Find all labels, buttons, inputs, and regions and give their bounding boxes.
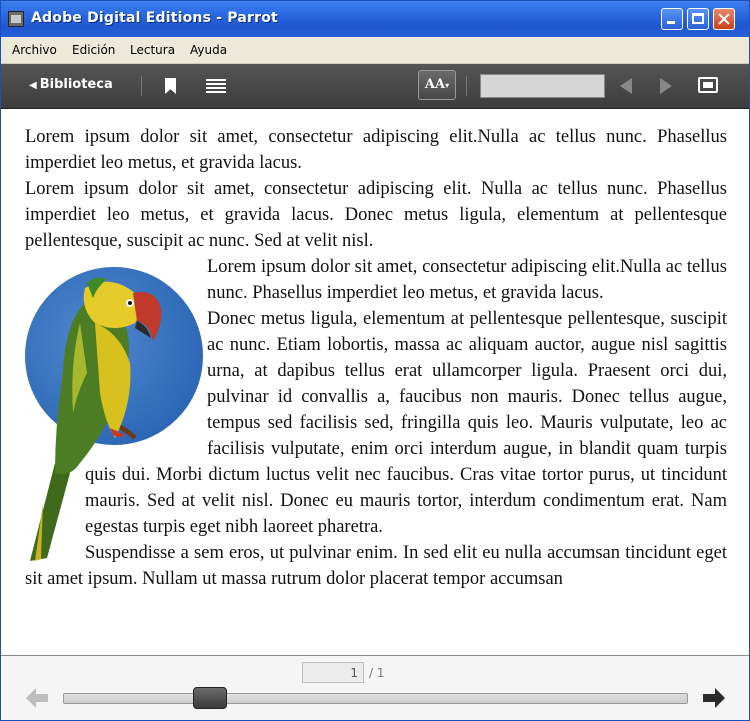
page-slider-track[interactable] [63,693,688,704]
library-button[interactable] [29,77,113,92]
paragraph: Suspendisse a sem eros, ut pulvinar enim. In sed elit eu nulla accumsan tincidunt eget sit amet ipsum. Nullam ut massa rutrum dolor placerat tempor accumsan [25,543,727,589]
toolbar-divider [466,76,467,96]
minimize-icon [667,21,675,24]
back-arrow-icon[interactable] [26,688,48,708]
page-slider-thumb[interactable] [193,687,227,709]
bookmark-icon[interactable] [165,78,176,94]
back-triangle-icon: ◀ [29,80,37,91]
paragraph: Lorem ipsum dolor sit amet, consectetur adipiscing elit.Nulla ac tellus nunc. Phasellus imperdiet leo metus, et gravida lacus. [25,127,727,173]
fullscreen-icon[interactable] [698,77,718,93]
forward-arrow-icon[interactable] [703,688,725,708]
list-icon[interactable] [206,79,226,93]
page-navigation-bar [1,655,749,721]
maximize-button[interactable] [687,8,709,30]
search-input[interactable] [480,74,605,98]
menu-archivo[interactable]: Archivo [12,43,57,57]
toolbar-divider [141,76,142,96]
reading-pane[interactable] [1,109,749,655]
close-button[interactable] [713,8,735,30]
parrot-illustration [25,263,205,563]
menu-bar [1,37,749,64]
minimize-button[interactable] [661,8,683,30]
menu-ayuda[interactable]: Ayuda [190,43,228,57]
window-title: Adobe Digital Editions - Parrot [31,10,278,26]
total-pages-label: / 1 [369,666,385,680]
font-size-label: AA [424,77,446,92]
font-size-button[interactable] [418,70,456,100]
paragraph: Lorem ipsum dolor sit amet, consectetur adipiscing elit.Nulla ac tellus nunc. Phasellus imperdiet leo metus, et gravida lacus. [207,257,727,303]
maximize-icon [692,13,704,24]
menu-lectura[interactable]: Lectura [130,43,176,57]
app-icon[interactable] [8,11,24,27]
paragraph: Donec metus ligula, elementum at pellentesque pellentesque, suscipit ac nunc. Etiam lobortis, massa ac aliquam auctor, augue nisl sagittis urna, at dapibus tellus erat ullamcorper ligula. Praesent orci dui, pulvinar id convallis a, faucibus non mauris. Donec tellus augue, tempus sed facilisis sed, fringilla quis leo. Mauris vulputate, leo ac facilisis vulputate, enim orci interdum augue, in blandit quam turpis quis dui. Morbi dictum luctus velit nec faucibus. Cras vitae tortor purus, ut tincidunt mauris. Sed at velit nisl. Donec eu mauris tortor, interdum condimentum erat. Nam egestas turpis eget nibh laoreet pharetra. [85,309,727,537]
menu-edicion[interactable]: Edición [72,43,116,57]
previous-page-icon[interactable] [620,78,632,94]
current-page-field[interactable]: 1 [302,662,364,683]
title-bar[interactable] [1,1,749,37]
next-page-icon[interactable] [660,78,672,94]
paragraph: Lorem ipsum dolor sit amet, consectetur adipiscing elit. Nulla ac tellus nunc. Phasellus imperdiet leo metus, et gravida lacus. Donec metus ligula, elementum at pellentesque pellentesque, suscipit ac nunc. Sed at velit nisl. [25,179,727,251]
library-label: Biblioteca [39,77,113,92]
reader-toolbar [1,64,749,109]
dropdown-arrow-icon: ▾ [445,80,450,90]
